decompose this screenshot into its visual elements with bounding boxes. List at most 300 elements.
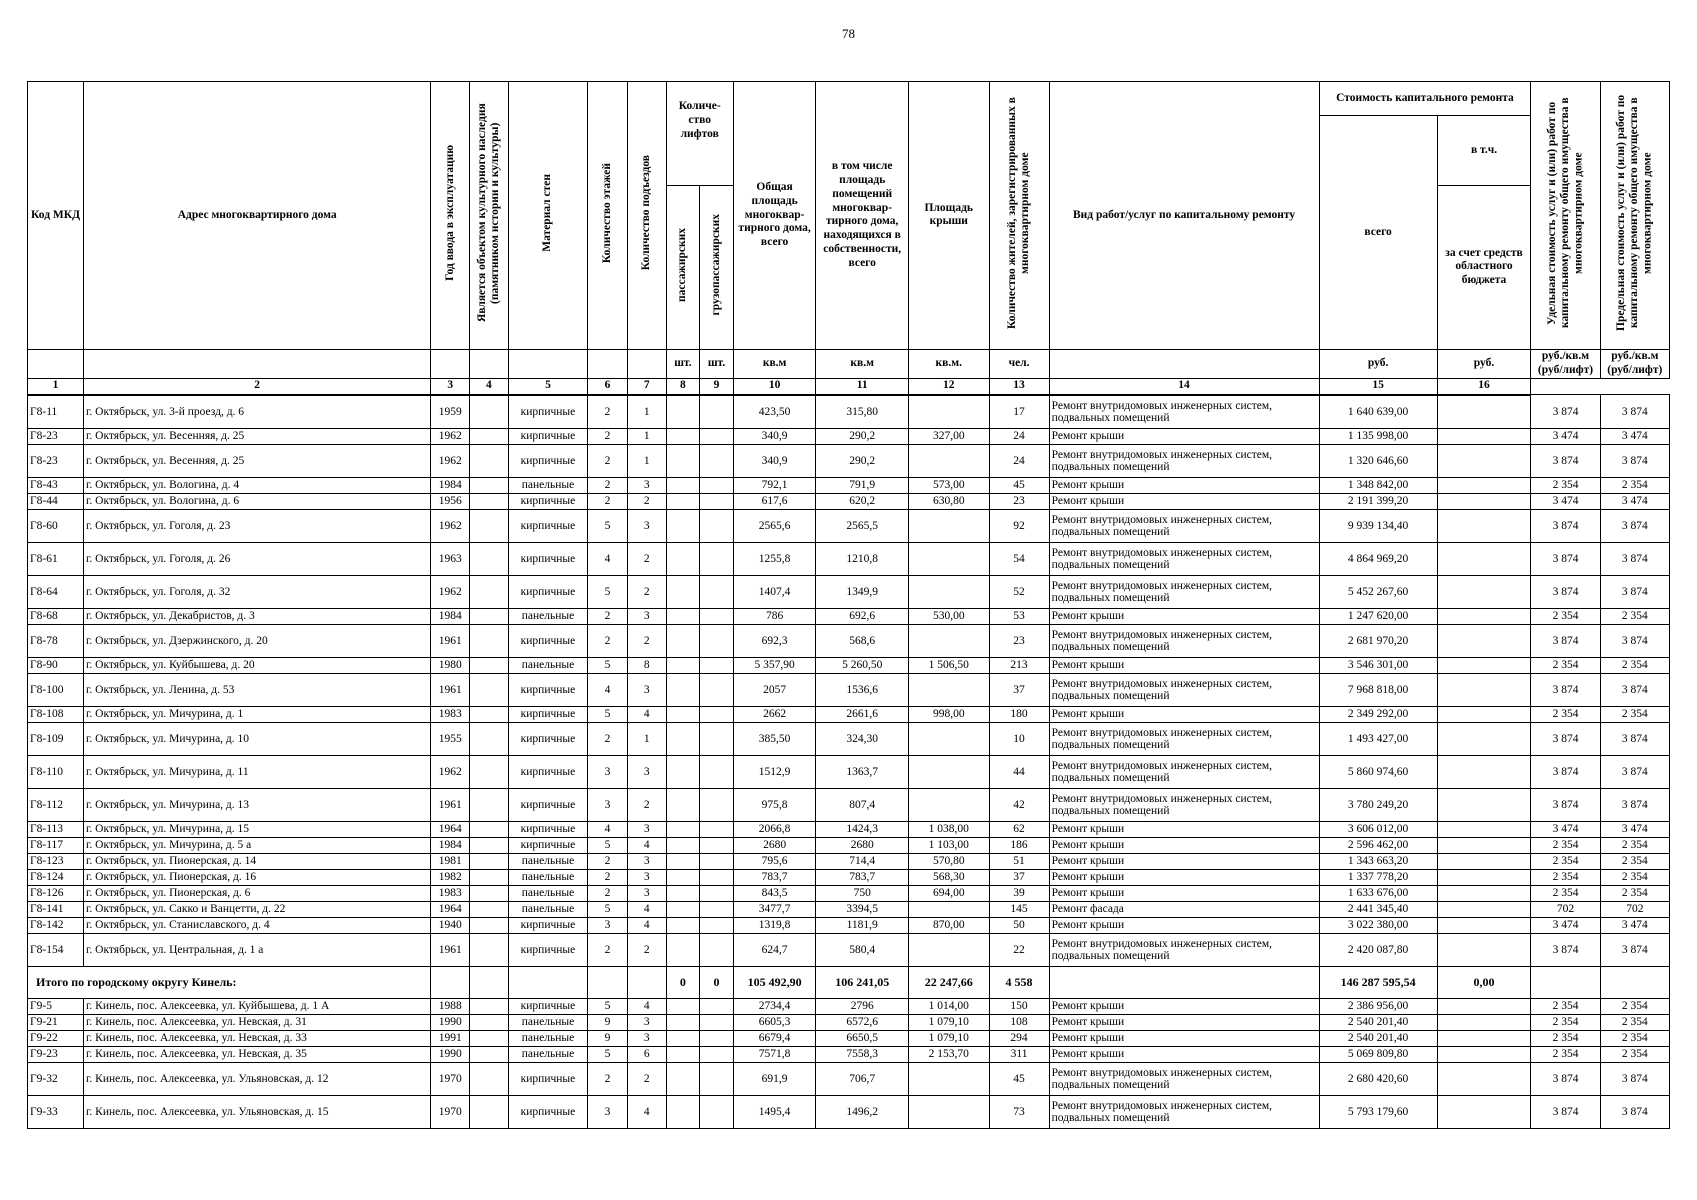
row-max-cost: 2 354: [1600, 608, 1669, 624]
row-work-type: Ремонт крыши: [1049, 706, 1319, 722]
row-cost-regional: [1437, 444, 1531, 477]
row-address: г. Октябрьск, ул. Пионерская, д. 14: [84, 853, 431, 869]
row-floors: 2: [588, 853, 628, 869]
row-year: 1990: [431, 1014, 470, 1030]
row-cargo-lifts: [700, 493, 734, 509]
row-code: Г9-33: [28, 1095, 84, 1128]
row-max-cost: 3 474: [1600, 917, 1669, 933]
row-passenger-lifts: [666, 1014, 700, 1030]
column-number: 8: [666, 378, 700, 395]
row-wall-material: панельные: [508, 885, 587, 901]
row-passenger-lifts: [666, 837, 700, 853]
row-address: г. Октябрьск, ул. Мичурина, д. 13: [84, 788, 431, 821]
row-cost-regional: [1437, 722, 1531, 755]
row-year: 1961: [431, 933, 470, 966]
row-wall-material: панельные: [508, 869, 587, 885]
row-floors: 2: [588, 722, 628, 755]
row-heritage: [470, 428, 509, 444]
row-work-type: Ремонт крыши: [1049, 428, 1319, 444]
header-floors: Количество этажей: [588, 82, 628, 350]
row-max-cost: 3 874: [1600, 722, 1669, 755]
table-row: [28, 853, 1670, 869]
table-row: [28, 901, 1670, 917]
row-floors: 5: [588, 901, 628, 917]
row-owned-area: 714,4: [816, 853, 909, 869]
row-entrances: 2: [627, 933, 666, 966]
row-residents: 51: [989, 853, 1049, 869]
row-heritage: [470, 673, 509, 706]
row-year: 1990: [431, 1046, 470, 1062]
row-max-cost: 2 354: [1600, 1030, 1669, 1046]
row-year: 1962: [431, 428, 470, 444]
row-roof-area: 573,00: [909, 477, 989, 493]
row-residents: 45: [989, 477, 1049, 493]
column-number: 9: [700, 378, 734, 395]
table-row: [28, 917, 1670, 933]
row-year: 1956: [431, 493, 470, 509]
row-work-type: Ремонт крыши: [1049, 608, 1319, 624]
table-row: [28, 608, 1670, 624]
row-cost-total: 5 069 809,80: [1319, 1046, 1437, 1062]
unit-area: кв.м: [816, 349, 909, 378]
row-year: 1962: [431, 509, 470, 542]
row-address: г. Октябрьск, ул. Пионерская, д. 16: [84, 869, 431, 885]
row-entrances: 2: [627, 624, 666, 657]
row-owned-area: 706,7: [816, 1062, 909, 1095]
rows-alekseevka: [28, 998, 1670, 1128]
row-owned-area: 568,6: [816, 624, 909, 657]
row-owned-area: 1181,9: [816, 917, 909, 933]
row-roof-area: 1 103,00: [909, 837, 989, 853]
row-cost-total: 1 493 427,00: [1319, 722, 1437, 755]
row-cargo-lifts: [700, 998, 734, 1014]
row-cost-regional: [1437, 1062, 1531, 1095]
header-cost-incl: в т.ч.: [1437, 116, 1531, 186]
row-code: Г8-68: [28, 608, 84, 624]
row-code: Г8-90: [28, 657, 84, 673]
header-owned-area: в том числе площадь помещений многоквар-тирного дома, находящихся в собственности, всего: [816, 82, 909, 350]
row-cost-regional: [1437, 998, 1531, 1014]
row-work-type: Ремонт крыши: [1049, 493, 1319, 509]
row-roof-area: 327,00: [909, 428, 989, 444]
row-address: г. Октябрьск, ул. Весенняя, д. 25: [84, 428, 431, 444]
row-year: 1964: [431, 821, 470, 837]
row-wall-material: кирпичные: [508, 837, 587, 853]
row-passenger-lifts: [666, 428, 700, 444]
table-row: [28, 869, 1670, 885]
table-row: [28, 821, 1670, 837]
row-work-type: Ремонт внутридомовых инженерных систем, подвальных помещений: [1049, 509, 1319, 542]
row-unit-cost: 3 874: [1531, 509, 1600, 542]
row-code: Г8-126: [28, 885, 84, 901]
column-number: 1: [28, 378, 84, 395]
header-work-type: Вид работ/услуг по капитальному ремонту: [1049, 82, 1319, 350]
row-residents: 180: [989, 706, 1049, 722]
row-cost-total: 5 793 179,60: [1319, 1095, 1437, 1128]
row-cost-total: 2 420 087,80: [1319, 933, 1437, 966]
total-cell: [1600, 966, 1669, 998]
row-wall-material: кирпичные: [508, 1095, 587, 1128]
row-roof-area: [909, 1095, 989, 1128]
row-roof-area: 1 079,10: [909, 1030, 989, 1046]
row-cost-total: 2 349 292,00: [1319, 706, 1437, 722]
column-number: 10: [733, 378, 816, 395]
row-cargo-lifts: [700, 444, 734, 477]
row-code: Г9-22: [28, 1030, 84, 1046]
row-address: г. Октябрьск, ул. Вологина, д. 6: [84, 493, 431, 509]
row-floors: 3: [588, 1095, 628, 1128]
row-entrances: 1: [627, 395, 666, 429]
row-unit-cost: 2 354: [1531, 657, 1600, 673]
row-max-cost: 2 354: [1600, 477, 1669, 493]
total-cell: [431, 966, 470, 998]
row-roof-area: 870,00: [909, 917, 989, 933]
row-entrances: 3: [627, 869, 666, 885]
row-passenger-lifts: [666, 706, 700, 722]
row-unit-cost: 3 874: [1531, 575, 1600, 608]
row-floors: 9: [588, 1014, 628, 1030]
header-passenger: пассажирских: [666, 185, 700, 349]
row-floors: 3: [588, 755, 628, 788]
unit-empty: [84, 349, 431, 378]
row-max-cost: 2 354: [1600, 837, 1669, 853]
row-entrances: 3: [627, 821, 666, 837]
row-entrances: 3: [627, 1030, 666, 1046]
column-number: 14: [1049, 378, 1319, 395]
row-passenger-lifts: [666, 657, 700, 673]
row-passenger-lifts: [666, 853, 700, 869]
row-work-type: Ремонт крыши: [1049, 869, 1319, 885]
total-cell: [588, 966, 628, 998]
row-unit-cost: 2 354: [1531, 869, 1600, 885]
row-entrances: 1: [627, 428, 666, 444]
row-entrances: 3: [627, 755, 666, 788]
unit-pcs: шт.: [700, 349, 734, 378]
row-cost-regional: [1437, 755, 1531, 788]
row-cost-regional: [1437, 1030, 1531, 1046]
row-wall-material: кирпичные: [508, 1062, 587, 1095]
header-cost-regional: за счет средств областного бюджета: [1437, 185, 1531, 349]
row-code: Г8-141: [28, 901, 84, 917]
row-passenger-lifts: [666, 788, 700, 821]
row-passenger-lifts: [666, 624, 700, 657]
capital-repair-table: [27, 81, 1670, 1129]
row-work-type: Ремонт крыши: [1049, 853, 1319, 869]
row-cost-total: 1 640 639,00: [1319, 395, 1437, 429]
row-work-type: Ремонт внутридомовых инженерных систем, подвальных помещений: [1049, 624, 1319, 657]
row-cost-regional: [1437, 477, 1531, 493]
row-total-area: 843,5: [733, 885, 816, 901]
column-number: 5: [508, 378, 587, 395]
column-number: 3: [431, 378, 470, 395]
row-entrances: 6: [627, 1046, 666, 1062]
table-row: [28, 444, 1670, 477]
page-number: 78: [842, 26, 855, 41]
total-cell: [1531, 966, 1600, 998]
row-code: Г8-43: [28, 477, 84, 493]
row-floors: 5: [588, 706, 628, 722]
row-cargo-lifts: [700, 624, 734, 657]
row-heritage: [470, 1030, 509, 1046]
row-cargo-lifts: [700, 575, 734, 608]
row-cost-regional: [1437, 1046, 1531, 1062]
row-year: 1980: [431, 657, 470, 673]
row-owned-area: 2680: [816, 837, 909, 853]
row-code: Г8-117: [28, 837, 84, 853]
row-roof-area: 630,80: [909, 493, 989, 509]
column-number: 4: [470, 378, 509, 395]
row-year: 1970: [431, 1095, 470, 1128]
row-max-cost: 3 874: [1600, 444, 1669, 477]
row-cost-total: 1 320 646,60: [1319, 444, 1437, 477]
row-year: 1959: [431, 395, 470, 429]
row-heritage: [470, 542, 509, 575]
row-heritage: [470, 1014, 509, 1030]
row-owned-area: 290,2: [816, 428, 909, 444]
row-code: Г8-11: [28, 395, 84, 429]
row-cost-total: 1 337 778,20: [1319, 869, 1437, 885]
row-entrances: 4: [627, 998, 666, 1014]
row-floors: 4: [588, 821, 628, 837]
unit-empty: [470, 349, 509, 378]
row-cargo-lifts: [700, 1095, 734, 1128]
row-roof-area: [909, 509, 989, 542]
header-heritage: Является объектом культурного наследия (памятником истории и культуры): [470, 82, 509, 350]
table-row: [28, 998, 1670, 1014]
row-year: 1962: [431, 575, 470, 608]
unit-area: кв.м: [733, 349, 816, 378]
row-total-area: 1495,4: [733, 1095, 816, 1128]
unit-empty: [28, 349, 84, 378]
row-passenger-lifts: [666, 575, 700, 608]
row-address: г. Октябрьск, ул. Центральная, д. 1 а: [84, 933, 431, 966]
row-total-area: 340,9: [733, 444, 816, 477]
row-residents: 108: [989, 1014, 1049, 1030]
row-address: г. Октябрьск, ул. Мичурина, д. 11: [84, 755, 431, 788]
row-roof-area: [909, 575, 989, 608]
row-floors: 2: [588, 428, 628, 444]
row-residents: 213: [989, 657, 1049, 673]
header-lifts: Количе-ство лифтов: [666, 82, 733, 186]
row-total-area: 385,50: [733, 722, 816, 755]
row-floors: 2: [588, 869, 628, 885]
row-work-type: Ремонт внутридомовых инженерных систем, подвальных помещений: [1049, 575, 1319, 608]
row-floors: 3: [588, 788, 628, 821]
row-passenger-lifts: [666, 1062, 700, 1095]
row-floors: 3: [588, 917, 628, 933]
row-address: г. Кинель, пос. Алексеевка, ул. Ульяновская, д. 12: [84, 1062, 431, 1095]
row-total-area: 1512,9: [733, 755, 816, 788]
row-unit-cost: 3 874: [1531, 722, 1600, 755]
row-total-area: 7571,8: [733, 1046, 816, 1062]
row-heritage: [470, 608, 509, 624]
row-unit-cost: 2 354: [1531, 853, 1600, 869]
row-cargo-lifts: [700, 837, 734, 853]
row-residents: 53: [989, 608, 1049, 624]
row-code: Г8-78: [28, 624, 84, 657]
row-code: Г8-64: [28, 575, 84, 608]
row-code: Г8-61: [28, 542, 84, 575]
row-unit-cost: 702: [1531, 901, 1600, 917]
row-passenger-lifts: [666, 722, 700, 755]
row-cost-total: 4 864 969,20: [1319, 542, 1437, 575]
row-roof-area: 568,30: [909, 869, 989, 885]
row-cost-total: 5 860 974,60: [1319, 755, 1437, 788]
row-owned-area: 2661,6: [816, 706, 909, 722]
row-address: г. Октябрьск, ул. Мичурина, д. 5 а: [84, 837, 431, 853]
header-max-cost: Предельная стоимость услуг и (или) работ по капитальному ремонту общего имущества в многоквартирном доме: [1600, 82, 1669, 350]
row-wall-material: кирпичные: [508, 722, 587, 755]
total-cost: 146 287 595,54: [1319, 966, 1437, 998]
row-work-type: Ремонт крыши: [1049, 998, 1319, 1014]
row-cost-regional: [1437, 542, 1531, 575]
row-unit-cost: 3 874: [1531, 624, 1600, 657]
row-address: г. Октябрьск, ул. Куйбышева, д. 20: [84, 657, 431, 673]
row-wall-material: кирпичные: [508, 444, 587, 477]
row-roof-area: 1 014,00: [909, 998, 989, 1014]
row-max-cost: 2 354: [1600, 998, 1669, 1014]
row-work-type: Ремонт крыши: [1049, 1014, 1319, 1030]
row-entrances: 1: [627, 444, 666, 477]
row-work-type: Ремонт внутридомовых инженерных систем, подвальных помещений: [1049, 755, 1319, 788]
table-row: [28, 788, 1670, 821]
row-year: 1983: [431, 706, 470, 722]
row-max-cost: 3 874: [1600, 755, 1669, 788]
total-cell: [508, 966, 587, 998]
row-entrances: 4: [627, 1095, 666, 1128]
row-total-area: 692,3: [733, 624, 816, 657]
row-residents: 50: [989, 917, 1049, 933]
row-residents: 10: [989, 722, 1049, 755]
row-total-area: 617,6: [733, 493, 816, 509]
row-year: 1940: [431, 917, 470, 933]
row-year: 1961: [431, 673, 470, 706]
row-unit-cost: 3 874: [1531, 395, 1600, 429]
table-row: [28, 1095, 1670, 1128]
row-max-cost: 2 354: [1600, 869, 1669, 885]
row-wall-material: кирпичные: [508, 917, 587, 933]
row-residents: 22: [989, 933, 1049, 966]
row-wall-material: кирпичные: [508, 395, 587, 429]
row-passenger-lifts: [666, 608, 700, 624]
row-year: 1963: [431, 542, 470, 575]
row-residents: 73: [989, 1095, 1049, 1128]
row-wall-material: кирпичные: [508, 998, 587, 1014]
row-work-type: Ремонт крыши: [1049, 837, 1319, 853]
row-cargo-lifts: [700, 395, 734, 429]
row-cost-regional: [1437, 853, 1531, 869]
row-cost-regional: [1437, 1014, 1531, 1030]
row-cost-total: 3 546 301,00: [1319, 657, 1437, 673]
row-cargo-lifts: [700, 1046, 734, 1062]
row-wall-material: кирпичные: [508, 624, 587, 657]
row-unit-cost: 2 354: [1531, 706, 1600, 722]
row-passenger-lifts: [666, 885, 700, 901]
row-entrances: 8: [627, 657, 666, 673]
row-total-area: 783,7: [733, 869, 816, 885]
total-regional: 0,00: [1437, 966, 1531, 998]
row-cost-regional: [1437, 673, 1531, 706]
row-floors: 2: [588, 885, 628, 901]
row-heritage: [470, 917, 509, 933]
header-unit-cost: Удельная стоимость услуг и (или) работ по капитальному ремонту общего имущества в многоквартирном доме: [1531, 82, 1600, 350]
row-residents: 52: [989, 575, 1049, 608]
unit-rub: руб.: [1319, 349, 1437, 378]
row-owned-area: 791,9: [816, 477, 909, 493]
row-code: Г8-154: [28, 933, 84, 966]
row-heritage: [470, 395, 509, 429]
row-cost-regional: [1437, 575, 1531, 608]
row-cargo-lifts: [700, 608, 734, 624]
row-owned-area: 1536,6: [816, 673, 909, 706]
row-owned-area: 2796: [816, 998, 909, 1014]
row-residents: 24: [989, 428, 1049, 444]
table-row: [28, 673, 1670, 706]
unit-rub-per-sqm: руб./кв.м (руб/лифт): [1600, 349, 1669, 378]
row-heritage: [470, 722, 509, 755]
row-entrances: 3: [627, 608, 666, 624]
row-max-cost: 3 874: [1600, 624, 1669, 657]
row-roof-area: [909, 933, 989, 966]
row-owned-area: 1424,3: [816, 821, 909, 837]
row-cargo-lifts: [700, 853, 734, 869]
row-residents: 294: [989, 1030, 1049, 1046]
row-cost-total: 2 680 420,60: [1319, 1062, 1437, 1095]
row-max-cost: 2 354: [1600, 706, 1669, 722]
row-cargo-lifts: [700, 706, 734, 722]
row-work-type: Ремонт крыши: [1049, 1030, 1319, 1046]
row-heritage: [470, 657, 509, 673]
row-passenger-lifts: [666, 1046, 700, 1062]
row-total-area: 691,9: [733, 1062, 816, 1095]
row-cargo-lifts: [700, 917, 734, 933]
row-code: Г8-110: [28, 755, 84, 788]
row-floors: 2: [588, 477, 628, 493]
row-unit-cost: 2 354: [1531, 1014, 1600, 1030]
table-row: [28, 933, 1670, 966]
row-heritage: [470, 444, 509, 477]
row-wall-material: кирпичные: [508, 575, 587, 608]
row-work-type: Ремонт внутридомовых инженерных систем, подвальных помещений: [1049, 722, 1319, 755]
column-number: 6: [588, 378, 628, 395]
row-max-cost: 3 874: [1600, 575, 1669, 608]
row-cargo-lifts: [700, 1014, 734, 1030]
row-total-area: 2066,8: [733, 821, 816, 837]
row-wall-material: кирпичные: [508, 933, 587, 966]
row-roof-area: [909, 1062, 989, 1095]
row-roof-area: [909, 722, 989, 755]
row-cargo-lifts: [700, 1062, 734, 1095]
row-cost-total: 5 452 267,60: [1319, 575, 1437, 608]
row-year: 1983: [431, 885, 470, 901]
row-residents: 62: [989, 821, 1049, 837]
row-address: г. Октябрьск, ул. Весенняя, д. 25: [84, 444, 431, 477]
row-entrances: 4: [627, 917, 666, 933]
row-total-area: 2565,6: [733, 509, 816, 542]
table-row: [28, 706, 1670, 722]
row-cost-regional: [1437, 395, 1531, 429]
row-heritage: [470, 933, 509, 966]
row-total-area: 795,6: [733, 853, 816, 869]
row-work-type: Ремонт крыши: [1049, 821, 1319, 837]
total-section: [28, 966, 1670, 998]
row-total-area: 1255,8: [733, 542, 816, 575]
row-residents: 311: [989, 1046, 1049, 1062]
row-heritage: [470, 1095, 509, 1128]
row-cargo-lifts: [700, 722, 734, 755]
row-code: Г8-23: [28, 428, 84, 444]
row-owned-area: 1363,7: [816, 755, 909, 788]
